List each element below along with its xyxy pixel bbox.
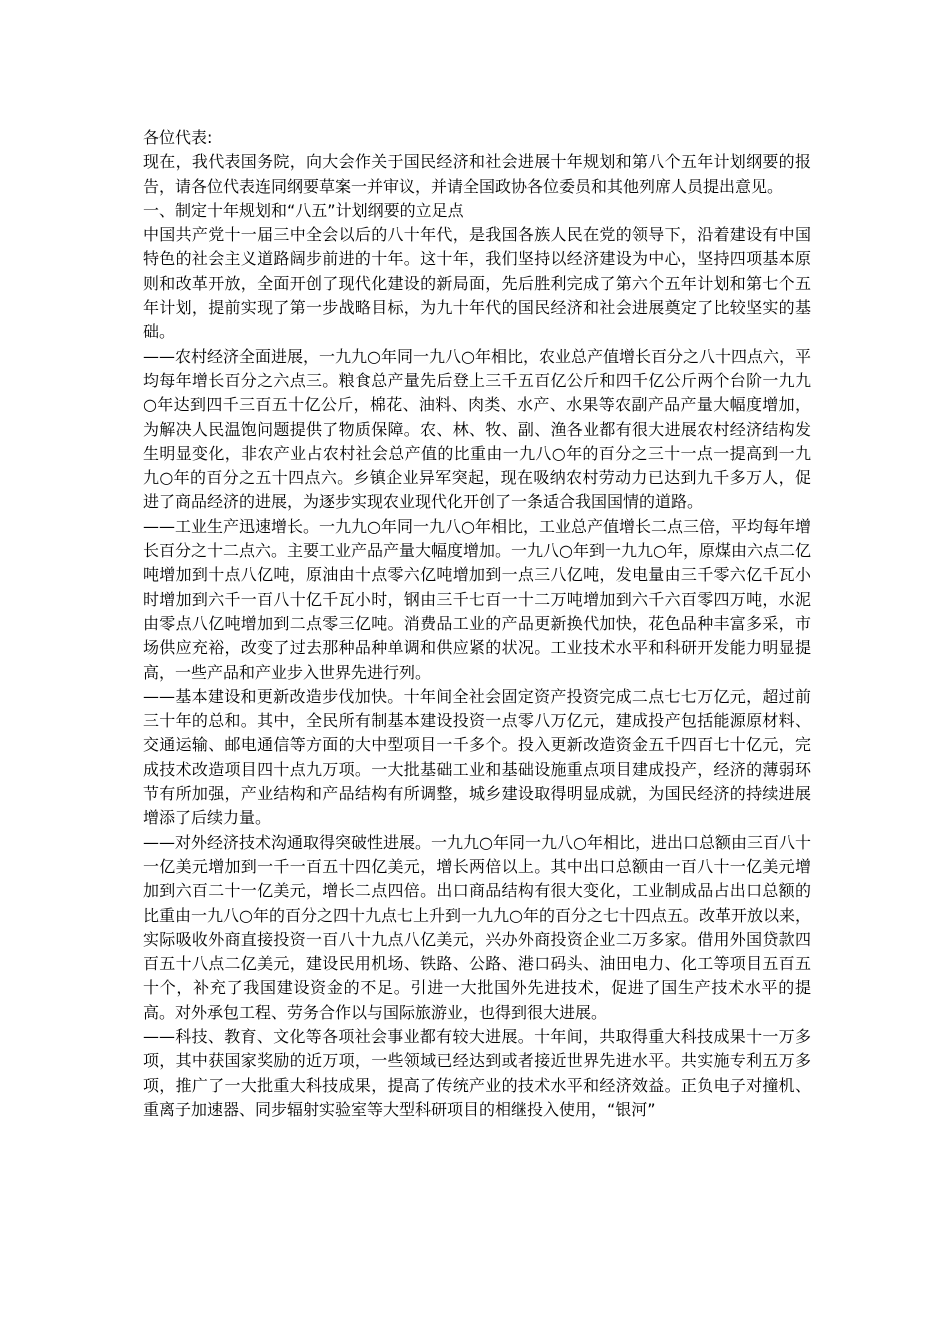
construction-paragraph: ——基本建设和更新改造步伐加快。十年间全社会固定资产投资完成二点七七万亿元，超过前三十年的总和。其中，全民所有制基本建设投资一点零八万亿元，建成投产包括能源原材料、交通运输、邮电通信等方面的大中型项目一千多个。投入更新改造资金五千四百七十亿元，完成技术改造项目四十点九万项。一大批基础工业和基础设施重点项目建成投产，经济的薄弱环节有所加强，产业结构和产品结构有所调整，城乡建设取得明显成就，为国民经济的持续进展增添了后续力量。: [143, 686, 811, 828]
intro-paragraph: 现在，我代表国务院，向大会作关于国民经济和社会进展十年规划和第八个五年计划纲要的报告，请各位代表连同纲要草案一并审议，并请全国政协各位委员和其他列席人员提出意见。: [143, 152, 811, 196]
document-body: [143, 126, 811, 1122]
section-heading: 一、制定十年规划和“八五”计划纲要的立足点: [143, 200, 464, 220]
foreign-trade-paragraph: ——对外经济技术沟通取得突破性进展。一九九○年同一九八○年相比，进出口总额由三百八十一亿美元增加到一千一百五十四亿美元，增长两倍以上。其中出口总额由一百八十一亿美元增加到六百二十一亿美元，增长二点四倍。出口商品结构有很大变化，工业制成品占出口总额的比重由一九八○年的百分之四十九点七上升到一九九○年的百分之七十四点五。改革开放以来，实际吸收外商直接投资一百八十九点八亿美元，兴办外商投资企业二万多家。借用外国贷款四百五十八点二亿美元，建设民用机场、铁路、公路、港口码头、油田电力、化工等项目五百五十个，补充了我国建设资金的不足。引进一大批国外先进技术，促进了国生产技术水平的提高。对外承包工程、劳务合作以与国际旅游业，也得到很大进展。: [143, 832, 811, 1022]
rural-economy-paragraph: ——农村经济全面进展，一九九○年同一九八○年相比，农业总产值增长百分之八十四点六，平均每年增长百分之六点三。粮食总产量先后登上三千五百亿公斤和四千亿公斤两个台阶一九九○年达到四千三百五十亿公斤，棉花、油料、肉类、水产、水果等农副产品产量大幅度增加，为解决人民温饱问题提供了物质保障。农、林、牧、副、渔各业都有很大进展农村经济结构发生明显变化，非农产业占农村社会总产值的比重由一九八○年的百分之三十一点一提高到一九九○年的百分之五十四点六。乡镇企业异军突起，现在吸纳农村劳动力已达到九千多万人，促进了商品经济的进展，为逐步实现农业现代化开创了一条适合我国国情的道路。: [143, 346, 811, 512]
industry-paragraph: ——工业生产迅速增长。一九九○年同一九八○年相比，工业总产值增长二点三倍，平均每年增长百分之十二点六。主要工业产品产量大幅度增加。一九八○年到一九九○年，原煤由六点二亿吨增加到十点八亿吨，原油由十点零六亿吨增加到一点三八亿吨，发电量由三千零六亿千瓦小时增加到六千一百八十亿千瓦小时，钢由三千七百一十二万吨增加到六千六百零四万吨，水泥由零点八亿吨增加到二点零三亿吨。消费品工业的产品更新换代加快，花色品种丰富多采，市场供应充裕，改变了过去那种品种单调和供应紧的状况。工业技术水平和科研开发能力明显提高，一些产品和产业步入世界先进行列。: [143, 516, 811, 682]
greeting: 各位代表:: [143, 128, 213, 147]
science-education-paragraph: ——科技、教育、文化等各项社会事业都有较大进展。十年间，共取得重大科技成果十一万多项，其中获国家奖励的近万项，一些领域已经达到或者接近世界先进水平。共实施专利五万多项，推广了一大批重大科技成果，提高了传统产业的技术水平和经济效益。正负电子对撞机、重离子加速器、同步辐射实验室等大型科研项目的相继投入使用，“银河”: [143, 1026, 811, 1119]
overview-paragraph: 中国共产党十一届三中全会以后的八十年代，是我国各族人民在党的领导下，沿着建设有中国特色的社会主义道路阔步前进的十年。这十年，我们坚持以经济建设为中心，坚持四项基本原则和改革开放，全面开创了现代化建设的新局面，先后胜利完成了第六个五年计划和第七个五年计划，提前实现了第一步战略目标，为九十年代的国民经济和社会进展奠定了比较坚实的基础。: [143, 225, 811, 342]
